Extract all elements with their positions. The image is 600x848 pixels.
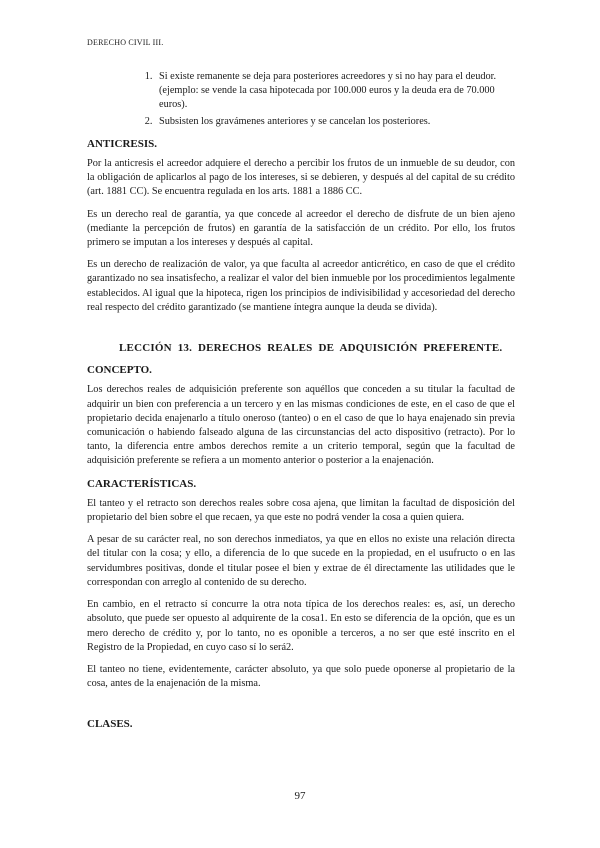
list-item: 2. Subsisten los gravámenes anteriores y se cancelan los posteriores.	[155, 115, 515, 129]
paragraph: Los derechos reales de adquisición preferente son aquéllos que conceden a su titular la facultad de adquirir un bien con preferencia a un tercero y en las mismas condiciones de este, en el caso de que el propietario decida enajenarlo a título oneroso (tanteo) o en el caso de que lo haya enajenado sin previa comunicación o habiendo falseado alguna de las circunstancias del acto dispositivo (retracto). Por lo tanto, la diferencia entre ambos derechos remite a un criterio temporal, según que la facultad de adquisición preferente se refiera a un momento anterior o posterior a la enajenación.	[87, 384, 515, 467]
lesson-title: LECCIÓN 13. DERECHOS REALES DE ADQUISICIÓN PREFERENTE.	[119, 342, 503, 355]
paragraph: En cambio, en el retracto sí concurre la otra nota típica de los derechos reales: es, así, un derecho absoluto, que puede ser opuesto al adquirente de la cosa1. En esto se diferencia de la opción, que es un mero derecho de crédito y, por lo tanto, no es oponible a terceros, a no ser que esté inscrito en el Registro de la Propiedad, en cuyo caso sí lo será2.	[87, 599, 515, 653]
paragraph: El tanteo no tiene, evidentemente, carácter absoluto, ya que solo puede oponerse al propietario de la cosa, antes de la enajenación de la misma.	[87, 663, 515, 690]
heading-concepto: CONCEPTO.	[87, 364, 152, 377]
page-content	[87, 70, 515, 738]
paragraph: Por la anticresis el acreedor adquiere el derecho a percibir los frutos de un inmueble de su deudor, con la obligación de aplicarlos al pago de los intereses, si se debieren, y después al del capital de su crédito (art. 1881 CC). Se encuentra regulada en los arts. 1881 a 1886 CC.	[87, 158, 515, 198]
paragraph: El tanteo y el retracto son derechos reales sobre cosa ajena, que limitan la facultad de disposición del propietario del bien sobre el que recaen, ya que este no podrá vender la cosa a quien quiera.	[87, 497, 515, 524]
heading-caracteristicas: CARACTERÍSTICAS.	[87, 477, 197, 490]
running-header: DERECHO CIVIL III.	[87, 38, 164, 47]
numbered-list	[87, 70, 515, 129]
paragraph: Es un derecho de realización de valor, ya que faculta al acreedor anticrético, en caso de que el crédito garantizado no sea insatisfecho, a realizar el valor del bien inmueble por los procedimientos legalmente establecidos. Al igual que la hipoteca, rigen los principios de indivisibilidad y accesoriedad del derecho real respecto del crédito garantizado (se mantiene íntegra aunque la deuda se divida).	[87, 259, 515, 313]
paragraph: A pesar de su carácter real, no son derechos inmediatos, ya que en ellos no existe una relación directa del titular con la cosa; y ello, a diferencia de lo que sucede en la propiedad, en el usufructo o en las servidumbres positivas, donde el titular posee el bien y extrae de él directamente las utilidades que le correspondan con arreglo al contenido de su derecho.	[87, 534, 515, 588]
heading-anticresis: ANTICRESIS.	[87, 137, 157, 150]
paragraph: Es un derecho real de garantía, ya que concede al acreedor el derecho de disfrute de un bien ajeno (mediante la percepción de frutos) en garantía de la satisfacción de un crédito. Por ello, los frutos primero se imputan a los intereses y después al capital.	[87, 208, 515, 249]
list-item: 1. Si existe remanente se deja para posteriores acreedores y si no hay para el deudor. (ejemplo: se vende la casa hipotecada por 100.000 euros y la deuda era de 70.000 euros).	[155, 70, 515, 113]
page-number: 97	[294, 790, 306, 802]
heading-clases: CLASES.	[87, 718, 133, 731]
